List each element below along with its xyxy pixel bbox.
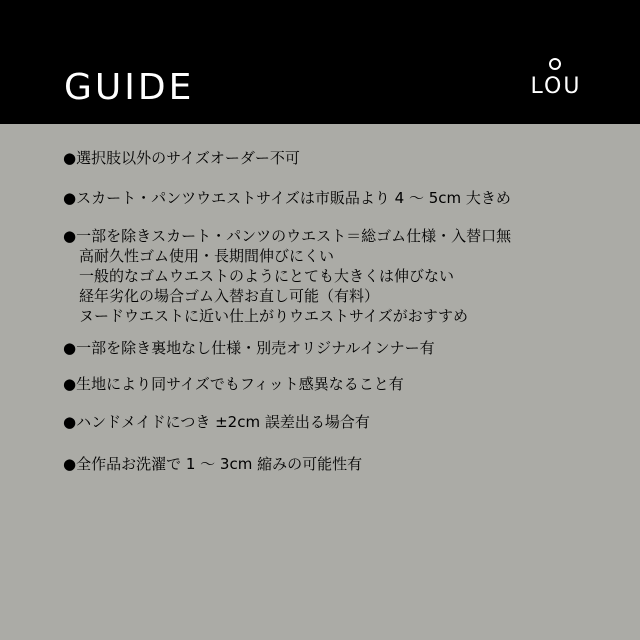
guide-item-text: ●ハンドメイドにつき ±2cm 誤差出る場合有 xyxy=(63,413,370,431)
guide-item-subtext: 経年劣化の場合ゴム入替お直し可能（有料） xyxy=(79,287,380,305)
header-bar xyxy=(0,0,640,124)
guide-item-text: ●選択肢以外のサイズオーダー不可 xyxy=(63,149,300,167)
logo-text: LOU xyxy=(530,74,582,99)
page-title: GUIDE xyxy=(64,67,195,108)
guide-item-subtext: 高耐久性ゴム使用・長期間伸びにくい xyxy=(79,247,335,265)
guide-item-text: ●全作品お洗濯で 1 〜 3cm 縮みの可能性有 xyxy=(63,455,363,473)
guide-item-6 xyxy=(63,412,623,432)
guide-item-subtext: 一般的なゴムウエストのようにとても大きくは伸びない xyxy=(79,267,455,285)
brand-logo xyxy=(520,56,592,106)
guide-item-4 xyxy=(63,338,623,358)
guide-item-text: ●一部を除き裏地なし仕様・別売オリジナルインナー有 xyxy=(63,339,435,357)
guide-item-1 xyxy=(63,148,623,168)
guide-item-text: ●スカート・パンツウエストサイズは市販品より 4 〜 5cm 大きめ xyxy=(63,189,511,207)
guide-item-2 xyxy=(63,188,623,208)
guide-item-3 xyxy=(63,226,623,326)
logo-circle-icon xyxy=(549,58,561,70)
guide-item-7 xyxy=(63,454,623,474)
guide-item-text: ●生地により同サイズでもフィット感異なること有 xyxy=(63,375,404,393)
guide-item-subtext: ヌードウエストに近い仕上がりウエストサイズがおすすめ xyxy=(79,307,468,325)
guide-item-text: ●一部を除きスカート・パンツのウエスト＝総ゴム仕様・入替口無 xyxy=(63,227,512,245)
guide-item-5 xyxy=(63,374,623,394)
